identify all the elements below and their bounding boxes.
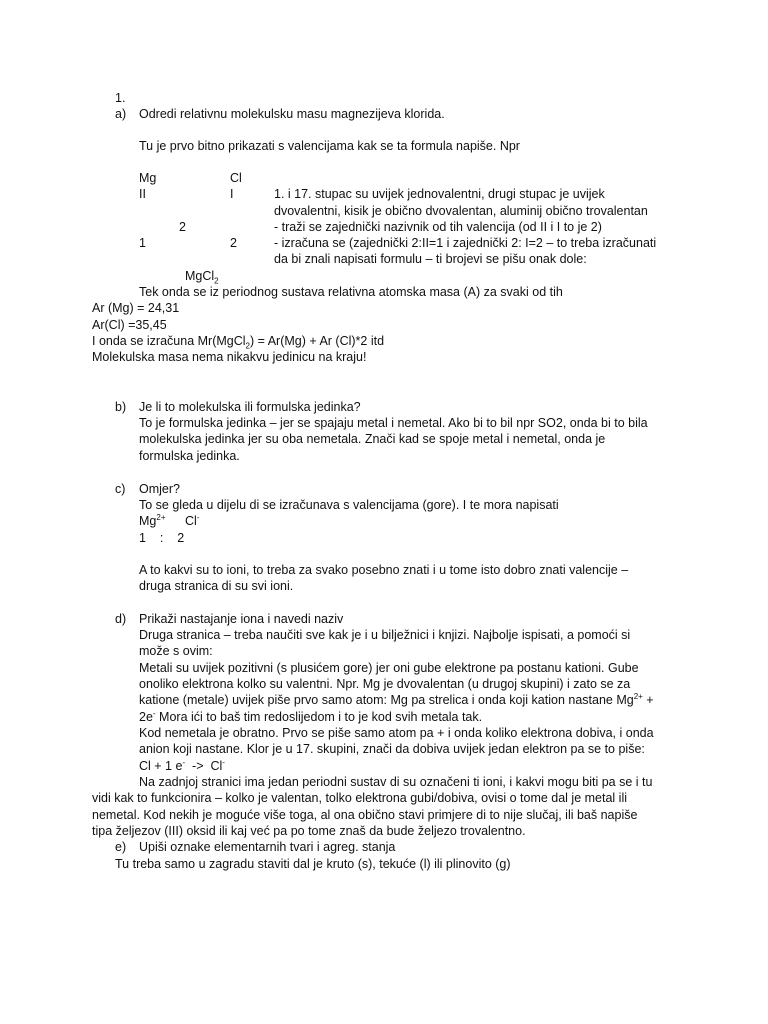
item-d-line-9: Cl + 1 e- -> Cl- xyxy=(139,757,225,773)
item-a-line-3: Ar(Cl) =35,45 xyxy=(92,318,167,332)
item-d-line-13: tipa željezov (III) oksid ili kaj već pa po tome znaš da bude željezo trovalentno. xyxy=(92,824,526,838)
item-d-line-3: Metali su uvijek pozitivni (s plusićem gore) jer oni gube elektrone pa postanu kationi. Gube xyxy=(139,661,639,675)
item-b-line-3: formulska jedinka. xyxy=(139,449,240,463)
ion-cl: Cl- xyxy=(185,512,200,528)
item-b-line-2: molekulska jedinka jer su oba nemetala. Znači kad se spoje metal i nemetal, onda je xyxy=(139,432,606,446)
item-d-line-4: onoliko elektrona kolko su valentni. Npr. Mg je dvovalentan (u drugoj skupini) i zato se za xyxy=(139,677,631,691)
item-c-question: Omjer? xyxy=(139,482,180,496)
question-number: 1. xyxy=(115,91,126,105)
item-d-question: Prikaži nastajanje iona i navedi naziv xyxy=(139,612,344,626)
item-d-line-11: vidi kak to funkcionira – kolko je valentan, tolko elektrona gubi/dobiva, ovisi o tome dal je metal ili xyxy=(92,791,628,805)
item-c-line-2: A to kakvi su to ioni, to treba za svako posebno znati i u tome isto dobro znati valencije – xyxy=(139,563,629,577)
item-d-line-7: Kod nemetala je obratno. Prvo se piše samo atom pa + i onda koliko elektrona dobiva, i onda xyxy=(139,726,654,740)
table-lcm: 2 xyxy=(179,220,186,234)
table-cl-head: Cl xyxy=(230,171,242,185)
item-c-line-3: druga stranica di su svi ioni. xyxy=(139,579,294,593)
table-note-5: da bi znali napisati formulu – ti brojevi se pišu onak dole: xyxy=(274,252,587,266)
item-a-marker: a) xyxy=(115,107,127,121)
item-a-line-5: Molekulska masa nema nikakvu jedinicu na kraju! xyxy=(92,350,367,364)
item-e-marker: e) xyxy=(115,840,127,854)
item-d-line-1: Druga stranica – treba naučiti sve kak je i u bilježnici i knjizi. Najbolje ispisati, a pomoći si xyxy=(139,628,631,642)
item-b-question: Je li to molekulska ili formulska jedinka? xyxy=(139,400,361,414)
item-d-line-10: Na zadnjoj stranici ima jedan periodni sustav di su označeni ti ioni, i kakvi mogu biti pa se i tu xyxy=(139,775,653,789)
table-note-3: - traži se zajednički nazivnik od tih valencija (od II i I to je 2) xyxy=(274,220,602,234)
table-cl-valence: I xyxy=(230,187,234,201)
item-d-line-8: anion koji nastane. Klor je u 17. skupini, znači da dobiva uvijek jedan elektron pa se to piše: xyxy=(139,742,645,756)
item-b-marker: b) xyxy=(115,400,127,414)
item-a-line-1: Tek onda se iz periodnog sustava relativna atomska masa (A) za svaki od tih xyxy=(139,285,563,299)
table-mg-head: Mg xyxy=(139,171,157,185)
item-e-line-1: Tu treba samo u zagradu staviti dal je kruto (s), tekuće (l) ili plinovito (g) xyxy=(115,857,511,871)
table-note-1: 1. i 17. stupac su uvijek jednovalentni, drugi stupac je uvijek xyxy=(274,187,605,201)
table-note-2: dvovalentni, kisik je obično dvovalentan, aluminij obično trovalentan xyxy=(274,204,648,218)
item-d-line-2: može s ovim: xyxy=(139,644,213,658)
item-b-line-1: To je formulska jedinka – jer se spajaju metal i nemetal. Ako bi to bil npr SO2, onda bi to bila xyxy=(139,416,648,430)
item-a-intro: Tu je prvo bitno prikazati s valencijama kak se ta formula napiše. Npr xyxy=(139,139,520,153)
item-c-marker: c) xyxy=(115,482,126,496)
item-d-line-5: katione (metale) uvijek piše prvo samo atom: Mg pa strelica i onda koji kation nastane $Mg^{2+}$ + xyxy=(139,691,654,707)
item-a-line-4: I onda se izračuna Mr(MgCl$_2$) = Ar(Mg) + Ar (Cl)*2 itd xyxy=(92,334,385,351)
table-mg-valence: II xyxy=(139,187,146,201)
item-c-line-1: To se gleda u dijelu di se izračunava s valencijama (gore). I te mora napisati xyxy=(139,498,559,512)
item-e-question: Upiši oznake elementarnih tvari i agreg. stanja xyxy=(139,840,396,854)
item-d-line-6: 2e- Mora ići to baš tim redoslijedom i to je kod svih metala tak. xyxy=(139,708,483,724)
table-result-mg: 1 xyxy=(139,236,146,250)
item-d-marker: d) xyxy=(115,612,127,626)
item-d-line-12: nemetal. Kod nekih je moguće više toga, al ona obično stavi primjere di to nije slučaj, ili baš napiše xyxy=(92,808,638,822)
table-result-cl: 2 xyxy=(230,236,237,250)
formula-mgcl2: MgCl$_2$ xyxy=(185,269,219,286)
ion-mg: $Mg^{2+}$ xyxy=(139,512,166,528)
table-note-4: - izračuna se (zajednički 2:II=1 i zajednički 2: I=2 – to treba izračunati xyxy=(274,236,657,250)
item-a-question: Odredi relativnu molekulsku masu magnezijeva klorida. xyxy=(139,107,445,121)
ion-ratio: 1 : 2 xyxy=(139,531,185,545)
item-a-line-2: Ar (Mg) = 24,31 xyxy=(92,301,180,315)
